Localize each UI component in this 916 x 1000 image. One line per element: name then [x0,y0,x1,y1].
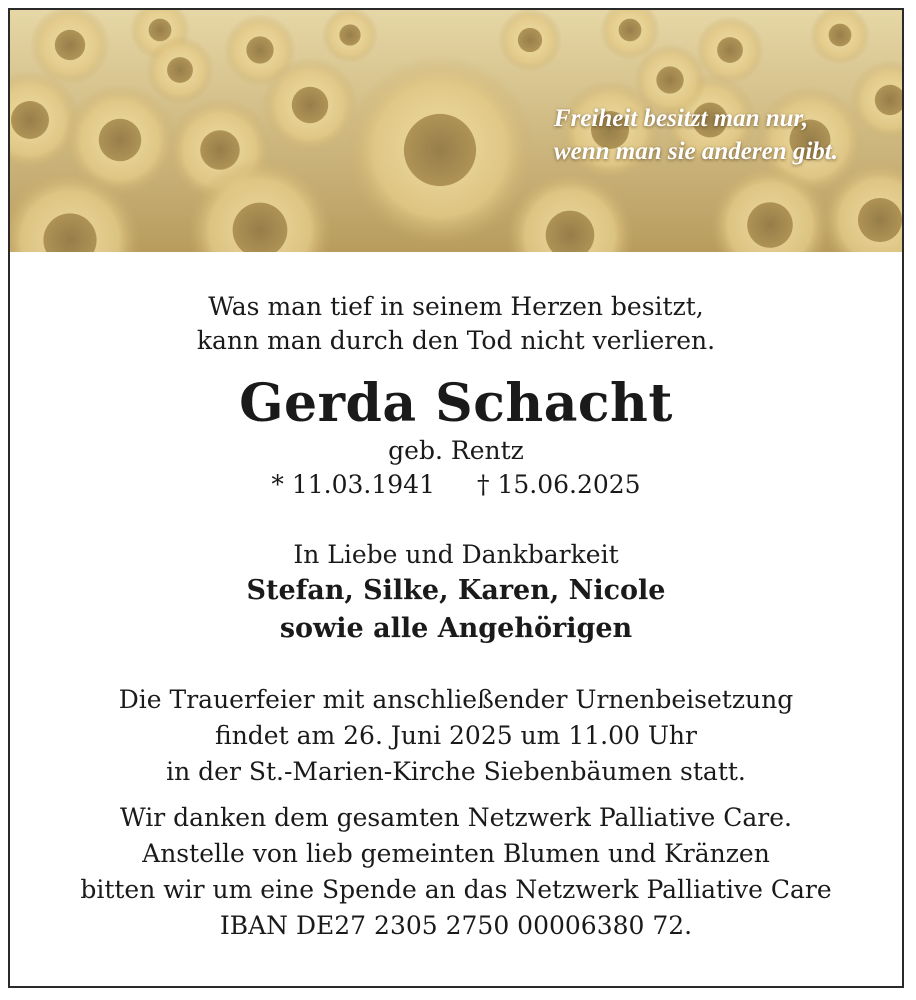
death-date: † 15.06.2025 [477,470,641,499]
notice-body [10,252,902,944]
birth-date: * 11.03.1941 [271,470,435,499]
sunflower-core [11,101,49,139]
sunflower-core [829,24,852,47]
sunflower-core [858,198,902,242]
sunflower-core [518,28,542,52]
header-quote-line-1: Freiheit besitzt man nur, [553,105,809,132]
sunflower-core [55,30,85,60]
mourners-names: Stefan, Silke, Karen, Nicole [246,575,666,606]
deceased-name: Gerda Schacht [239,373,673,434]
sunflower-core [99,119,142,162]
header-quote [554,102,838,168]
donation-iban: IBAN DE27 2305 2750 00006380 72. [219,911,693,940]
thanks-line-1: Wir danken dem gesamten Netzwerk Palliative Care. [120,803,792,832]
birth-name: geb. Rentz [388,436,524,465]
mourners-intro: In Liebe und Dankbarkeit [293,540,619,569]
sunflower-core [656,66,683,93]
motto-line-1: Was man tief in seinem Herzen besitzt, [208,292,704,321]
life-dates [10,468,902,502]
service-line-1: Die Trauerfeier mit anschließender Urnenbeisetzung [118,685,794,714]
sunflower-core [404,114,476,186]
sunflower-core [149,19,172,42]
sunflower-core [747,202,793,248]
sunflower-core [167,57,193,83]
sunflower-header-image [10,10,902,252]
thanks-line-3: bitten wir um eine Spende an das Netzwerk Palliative Care [80,875,832,904]
mourners-others: sowie alle Angehörigen [279,613,633,644]
header-quote-line-2: wenn man sie anderen gibt. [553,138,838,165]
motto-line-2: kann man durch den Tod nicht verlieren. [196,326,716,355]
motto [10,290,902,358]
sunflower-core [339,24,360,45]
service-line-2: findet am 26. Juni 2025 um 11.00 Uhr [215,721,697,750]
service-info [10,682,902,790]
obituary-notice [8,8,904,988]
thanks-and-donation [10,800,902,944]
sunflower-core [619,19,642,42]
sunflower-core [292,87,328,123]
thanks-line-2: Anstelle von lieb gemeinten Blumen und Kränzen [142,839,770,868]
service-line-3: in der St.-Marien-Kirche Siebenbäumen statt. [166,757,746,786]
sunflower-core [717,37,743,63]
sunflower-core [246,36,273,63]
